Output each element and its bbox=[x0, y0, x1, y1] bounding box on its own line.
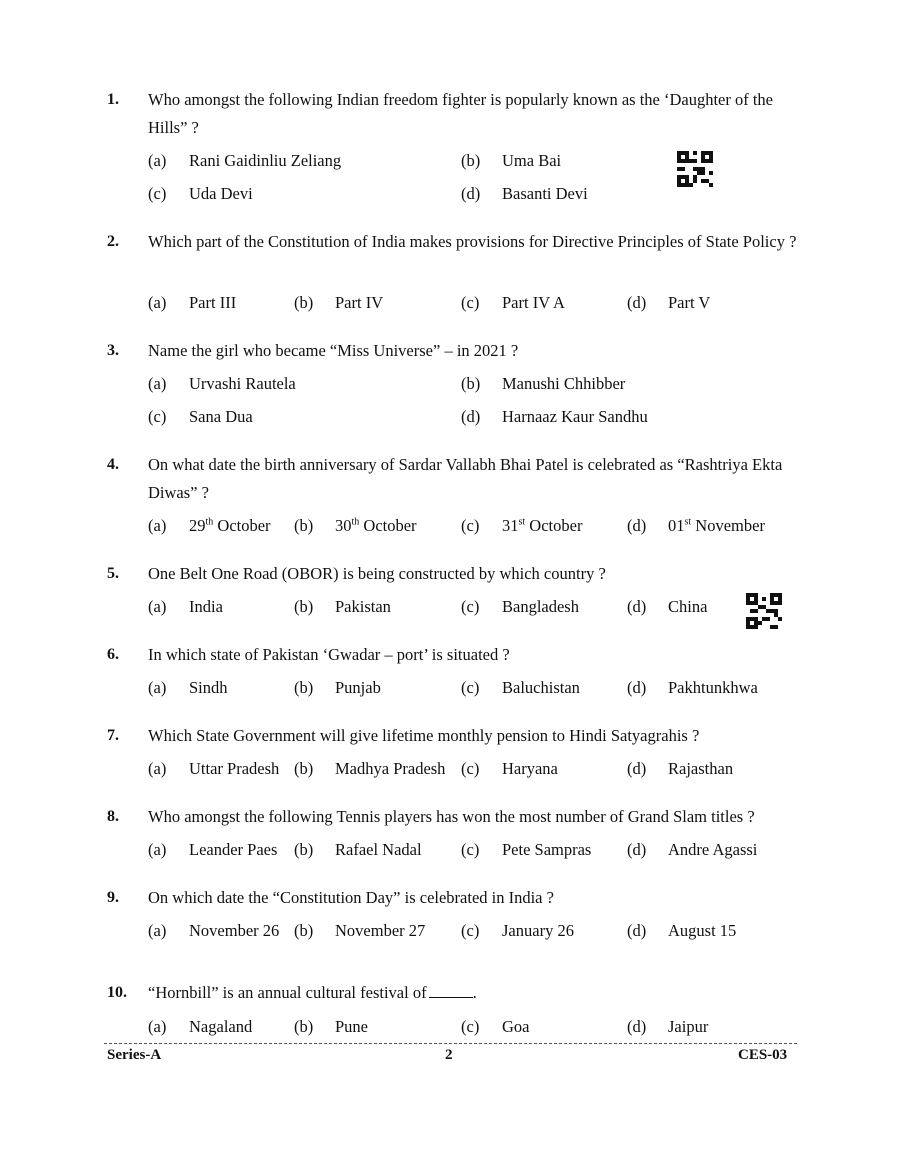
option-text: Uma Bai bbox=[502, 151, 562, 170]
question-number: 4. bbox=[107, 456, 119, 473]
option-label: (c) bbox=[461, 678, 480, 697]
option-label: (c) bbox=[461, 1017, 480, 1036]
question-text: Name the girl who became “Miss Universe” – in 2021 ? bbox=[148, 341, 519, 360]
option-label: (d) bbox=[627, 1017, 647, 1036]
day-number: 29 bbox=[189, 516, 206, 535]
option-label: (b) bbox=[294, 293, 314, 312]
option-text bbox=[335, 516, 417, 536]
option-text bbox=[502, 516, 582, 536]
option-text: China bbox=[668, 597, 708, 616]
question-number: 7. bbox=[107, 727, 119, 744]
option-label: (b) bbox=[294, 597, 314, 616]
question-text: Who amongst the following Tennis players has won the most number of Grand Slam titles ? bbox=[148, 807, 755, 826]
option-label: (d) bbox=[627, 293, 647, 312]
question-number: 9. bbox=[107, 889, 119, 906]
option-text: Andre Agassi bbox=[668, 840, 758, 859]
option-label: (a) bbox=[148, 840, 167, 859]
question-text bbox=[148, 979, 798, 1007]
option-text: Uttar Pradesh bbox=[189, 759, 280, 778]
option-text: Uda Devi bbox=[189, 184, 253, 203]
option-text bbox=[189, 516, 271, 536]
option-text: Pakhtunkhwa bbox=[668, 678, 758, 697]
month: October bbox=[213, 516, 271, 535]
option-text: Manushi Chhibber bbox=[502, 374, 626, 393]
option-text: Leander Paes bbox=[189, 840, 278, 859]
option-text: Rafael Nadal bbox=[335, 840, 422, 859]
question-number: 3. bbox=[107, 342, 119, 359]
option-text: Basanti Devi bbox=[502, 184, 588, 203]
option-label: (a) bbox=[148, 1017, 167, 1036]
option-label: (d) bbox=[627, 840, 647, 859]
option-text: Pete Sampras bbox=[502, 840, 592, 859]
day-number: 31 bbox=[502, 516, 519, 535]
option-text: Punjab bbox=[335, 678, 381, 697]
question-text: Who amongst the following Indian freedom fighter is popularly known as the ‘Daughter of the Hills” ? bbox=[148, 90, 774, 137]
option-text: Part III bbox=[189, 293, 237, 312]
option-label: (d) bbox=[461, 407, 481, 426]
question-text: Which State Government will give lifetime monthly pension to Hindi Satyagrahis ? bbox=[148, 726, 700, 745]
fill-in-blank bbox=[429, 997, 473, 998]
option-label: (c) bbox=[461, 921, 480, 940]
option-text: Jaipur bbox=[668, 1017, 709, 1036]
ordinal-suffix: th bbox=[351, 516, 360, 528]
option-text: Harnaaz Kaur Sandhu bbox=[502, 407, 648, 426]
footer-series: Series-A bbox=[107, 1047, 162, 1063]
question-number: 6. bbox=[107, 646, 119, 663]
question-number: 8. bbox=[107, 808, 119, 825]
option-label: (c) bbox=[148, 407, 167, 426]
option-label: (c) bbox=[461, 293, 480, 312]
day-number: 30 bbox=[335, 516, 352, 535]
option-text: November 27 bbox=[335, 921, 426, 940]
option-text: India bbox=[189, 597, 223, 616]
footer-divider bbox=[104, 1043, 797, 1044]
question-text-after: . bbox=[472, 983, 477, 1002]
option-label: (a) bbox=[148, 293, 167, 312]
question-number: 2. bbox=[107, 233, 119, 250]
qr-code-icon bbox=[677, 151, 713, 187]
question-text: In which state of Pakistan ‘Gwadar – port’ is situated ? bbox=[148, 645, 510, 664]
month: November bbox=[691, 516, 765, 535]
option-text: November 26 bbox=[189, 921, 280, 940]
month: October bbox=[359, 516, 417, 535]
option-text: August 15 bbox=[668, 921, 737, 940]
option-label: (c) bbox=[461, 597, 480, 616]
day-number: 01 bbox=[668, 516, 685, 535]
option-label: (b) bbox=[294, 840, 314, 859]
option-label: (b) bbox=[294, 516, 314, 535]
page-number: 2 bbox=[445, 1047, 453, 1063]
option-label: (c) bbox=[461, 759, 480, 778]
option-label: (c) bbox=[148, 184, 167, 203]
option-label: (a) bbox=[148, 921, 167, 940]
option-text: Part IV A bbox=[502, 293, 565, 312]
option-text: Urvashi Rautela bbox=[189, 374, 296, 393]
option-text: Nagaland bbox=[189, 1017, 253, 1036]
option-text: Sindh bbox=[189, 678, 228, 697]
qr-code-icon bbox=[746, 593, 782, 629]
option-text: Pune bbox=[335, 1017, 368, 1036]
option-label: (d) bbox=[461, 184, 481, 203]
option-label: (a) bbox=[148, 678, 167, 697]
option-text: Part V bbox=[668, 293, 711, 312]
ordinal-suffix: st bbox=[518, 516, 526, 528]
option-label: (a) bbox=[148, 516, 167, 535]
question-text-before: “Hornbill” is an annual cultural festival of bbox=[148, 983, 427, 1002]
option-text: Part IV bbox=[335, 293, 384, 312]
option-label: (b) bbox=[294, 759, 314, 778]
question-number: 5. bbox=[107, 565, 119, 582]
month: October bbox=[525, 516, 583, 535]
option-text: Rajasthan bbox=[668, 759, 734, 778]
option-text: Sana Dua bbox=[189, 407, 253, 426]
question-number: 10. bbox=[107, 984, 127, 1001]
question-text: On which date the “Constitution Day” is celebrated in India ? bbox=[148, 888, 554, 907]
option-label: (b) bbox=[461, 374, 481, 393]
ordinal-suffix: st bbox=[684, 516, 692, 528]
option-label: (d) bbox=[627, 516, 647, 535]
option-label: (a) bbox=[148, 374, 167, 393]
option-label: (a) bbox=[148, 759, 167, 778]
option-label: (a) bbox=[148, 151, 167, 170]
option-label: (b) bbox=[294, 921, 314, 940]
option-text: Rani Gaidinliu Zeliang bbox=[189, 151, 342, 170]
option-label: (a) bbox=[148, 597, 167, 616]
footer-code: CES-03 bbox=[738, 1047, 788, 1063]
option-text: Haryana bbox=[502, 759, 558, 778]
option-label: (c) bbox=[461, 516, 480, 535]
option-text: Madhya Pradesh bbox=[335, 759, 446, 778]
question-text: On what date the birth anniversary of Sardar Vallabh Bhai Patel is celebrated as “Rashtriya Ekta Diwas” ? bbox=[148, 455, 783, 502]
option-text: Bangladesh bbox=[502, 597, 579, 616]
option-label: (d) bbox=[627, 678, 647, 697]
option-label: (b) bbox=[294, 678, 314, 697]
question-text: Which part of the Constitution of India makes provisions for Directive Principles of State Policy ? bbox=[148, 232, 797, 251]
question-number: 1. bbox=[107, 91, 119, 108]
option-label: (d) bbox=[627, 759, 647, 778]
question-text: One Belt One Road (OBOR) is being constructed by which country ? bbox=[148, 564, 606, 583]
ordinal-suffix: th bbox=[205, 516, 214, 528]
option-label: (d) bbox=[627, 921, 647, 940]
option-text: Pakistan bbox=[335, 597, 391, 616]
option-text: Goa bbox=[502, 1017, 530, 1036]
option-label: (c) bbox=[461, 840, 480, 859]
option-label: (d) bbox=[627, 597, 647, 616]
option-text bbox=[668, 516, 765, 536]
option-text: Baluchistan bbox=[502, 678, 580, 697]
option-label: (b) bbox=[294, 1017, 314, 1036]
option-label: (b) bbox=[461, 151, 481, 170]
option-text: January 26 bbox=[502, 921, 574, 940]
